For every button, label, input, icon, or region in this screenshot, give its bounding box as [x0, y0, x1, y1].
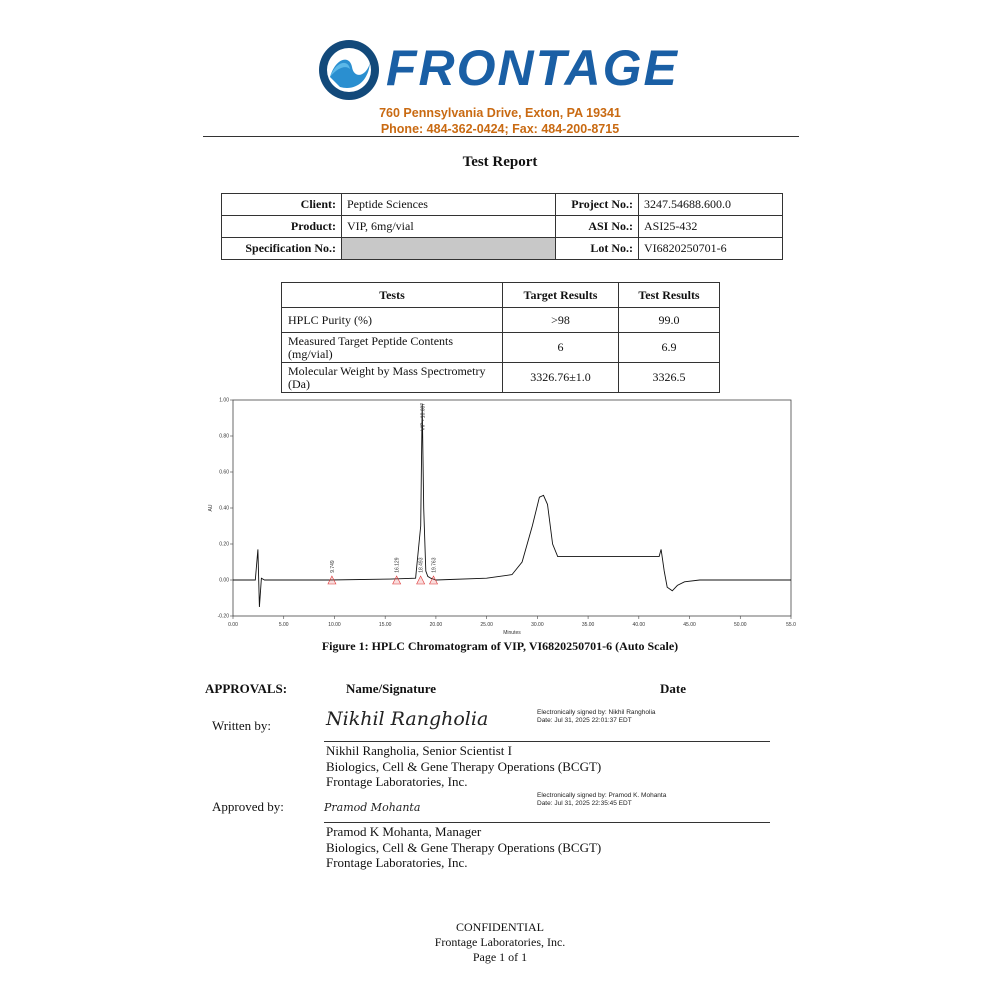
header-divider — [203, 136, 799, 137]
peak-marker-icon — [393, 576, 401, 584]
plot-frame — [233, 400, 791, 616]
x-tick-label: 10.00 — [328, 622, 341, 628]
peak-label: 16.129 — [394, 557, 401, 573]
footer-page-number: Page 1 of 1 — [472, 950, 528, 964]
table-row — [282, 333, 720, 363]
chromatogram-trace — [233, 404, 791, 607]
results-table — [281, 282, 720, 393]
written-esig-date: Date: Jul 31, 2025 22:01:37 EDT — [537, 717, 632, 724]
name-signature-heading: Name/Signature — [346, 681, 437, 696]
y-tick-label: 1.00 — [219, 397, 229, 404]
x-tick-label: 35.00 — [581, 622, 595, 628]
footer — [0, 920, 1000, 965]
y-tick-label: 0.60 — [219, 469, 229, 476]
x-tick-label: 30.00 — [531, 622, 544, 628]
x-tick-label: 25.00 — [480, 622, 493, 628]
header-tests: Tests — [282, 283, 503, 308]
approved-dept: Biologics, Cell & Gene Therapy Operations (BCGT) — [326, 839, 602, 855]
target-value: >98 — [503, 308, 619, 333]
x-axis-label: Minutes — [503, 630, 521, 636]
peak-label: 19.763 — [431, 557, 438, 573]
y-tick-label: 0.00 — [219, 577, 229, 584]
results-header-row — [282, 283, 720, 308]
x-tick-label: 55.0 — [786, 622, 796, 628]
x-tick-label: 45.00 — [683, 622, 696, 628]
footer-org: Frontage Laboratories, Inc. — [434, 935, 566, 949]
test-name: HPLC Purity (%) — [282, 308, 503, 333]
result-value: 6.9 — [619, 333, 720, 363]
written-name: Nikhil Rangholia, Senior Scientist I — [326, 743, 512, 758]
asi-value: ASI25-432 — [639, 216, 783, 238]
peak-marker-icon — [417, 576, 425, 584]
approved-signature: Pramod Mohanta — [324, 801, 421, 814]
written-esignature — [537, 709, 656, 725]
approvals-heading: APPROVALS: — [205, 681, 288, 696]
x-tick-label: 5.00 — [278, 622, 289, 628]
y-tick-label: 0.40 — [219, 505, 229, 512]
written-signature: Nikhil Rangholia — [326, 708, 489, 730]
circle-wave-logo-icon — [316, 37, 382, 103]
x-tick-label: 0.00 — [228, 622, 238, 628]
header-result: Test Results — [619, 283, 720, 308]
written-dept: Biologics, Cell & Gene Therapy Operations (BCGT) — [326, 758, 602, 774]
info-row-product — [222, 216, 783, 238]
written-by-details — [326, 743, 601, 790]
written-signature-line — [324, 741, 770, 742]
target-value: 6 — [503, 333, 619, 363]
approved-esignature — [537, 792, 666, 808]
test-name: Measured Target Peptide Contents (mg/vial) — [282, 333, 503, 363]
lot-value: VI6820250701-6 — [639, 238, 783, 260]
hplc-chromatogram — [208, 394, 798, 639]
project-label: Project No.: — [556, 194, 639, 216]
approved-by-details — [326, 824, 601, 871]
approved-name: Pramod K Mohanta, Manager — [326, 824, 482, 839]
approved-by-label: Approved by: — [212, 799, 284, 814]
result-value: 3326.5 — [619, 363, 720, 393]
y-tick-label: 0.80 — [219, 433, 229, 440]
written-org: Frontage Laboratories, Inc. — [326, 774, 468, 789]
x-tick-label: 40.00 — [632, 622, 646, 628]
written-esig-line: Electronically signed by: Nikhil Rangholia — [537, 709, 656, 716]
test-name: Molecular Weight by Mass Spectrometry (Da) — [282, 363, 503, 393]
approved-org: Frontage Laboratories, Inc. — [326, 855, 468, 870]
info-row-spec — [222, 238, 783, 260]
date-heading: Date — [660, 681, 686, 696]
y-tick-label: -0.20 — [217, 613, 229, 620]
table-row — [282, 308, 720, 333]
info-row-client — [222, 194, 783, 216]
table-row — [282, 363, 720, 393]
approved-esig-date: Date: Jul 31, 2025 22:35:45 EDT — [537, 800, 632, 807]
company-wordmark: FRONTAGE — [386, 40, 679, 96]
peak-label: VIP - 18.687 — [420, 402, 427, 431]
asi-label: ASI No.: — [556, 216, 639, 238]
y-tick-label: 0.20 — [219, 541, 229, 548]
client-value: Peptide Sciences — [342, 194, 556, 216]
report-info-table — [221, 193, 783, 260]
header-target: Target Results — [503, 283, 619, 308]
product-value: VIP, 6mg/vial — [342, 216, 556, 238]
spec-label: Specification No.: — [222, 238, 342, 260]
target-value: 3326.76±1.0 — [503, 363, 619, 393]
company-address: 760 Pennsylvania Drive, Exton, PA 19341 — [379, 106, 621, 120]
project-value: 3247.54688.600.0 — [639, 194, 783, 216]
x-tick-label: 15.00 — [378, 622, 392, 628]
result-value: 99.0 — [619, 308, 720, 333]
product-label: Product: — [222, 216, 342, 238]
company-phone: Phone: 484-362-0424; Fax: 484-200-8715 — [380, 122, 620, 136]
peak-label: 18.493 — [418, 557, 425, 573]
figure-caption: Figure 1: HPLC Chromatogram of VIP, VI6820250701-6 (Auto Scale) — [321, 639, 679, 653]
y-axis-label: AU — [208, 504, 214, 512]
spec-value — [342, 238, 556, 260]
x-tick-label: 20.00 — [429, 622, 443, 628]
x-tick-label: 50.00 — [734, 622, 747, 628]
approved-signature-line — [324, 822, 770, 823]
client-label: Client: — [222, 194, 342, 216]
footer-confidential: CONFIDENTIAL — [456, 920, 544, 934]
written-by-label: Written by: — [212, 718, 272, 733]
peak-label: 9.749 — [329, 560, 336, 573]
lot-label: Lot No.: — [556, 238, 639, 260]
approved-esig-line: Electronically signed by: Pramod K. Mohanta — [537, 792, 667, 799]
report-title: Test Report — [462, 154, 538, 170]
